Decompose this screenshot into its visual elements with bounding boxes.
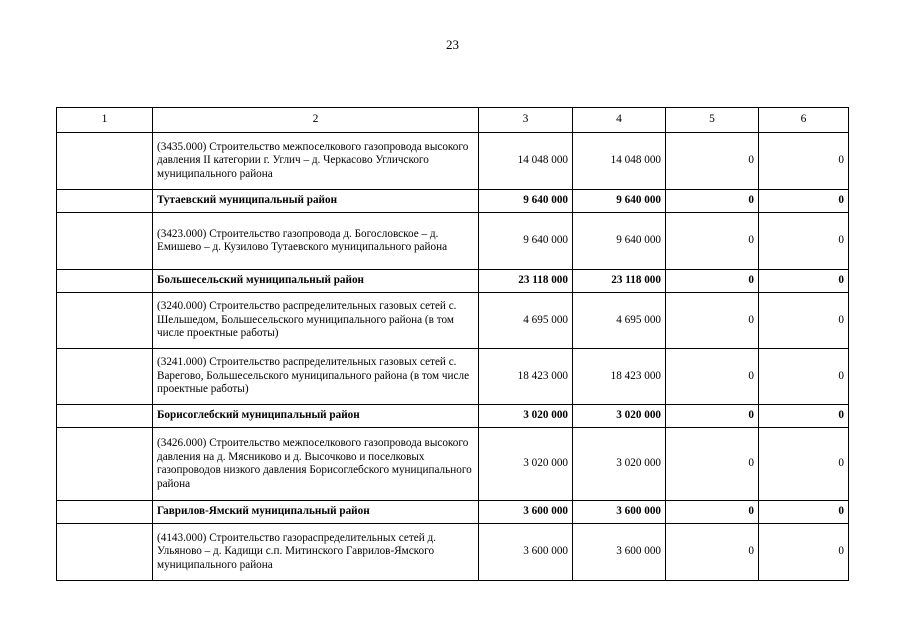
description-cell: (4143.000) Строительство газораспределительных сетей д. Ульяново – д. Кадищи с.п. Митинского Гаврилов-Ямского муниципального района <box>153 524 479 581</box>
table-row <box>57 428 849 501</box>
amount-cell: 0 <box>666 190 759 213</box>
amount-cell: 3 020 000 <box>479 428 573 501</box>
amount-cell: 3 600 000 <box>479 501 573 524</box>
amount-cell: 0 <box>759 428 849 501</box>
description-cell: (3435.000) Строительство межпоселкового газопровода высокого давления II категории г. Углич – д. Черкасово Угличского муниципального района <box>153 133 479 190</box>
amount-cell: 0 <box>759 524 849 581</box>
table-row <box>57 293 849 349</box>
row-number-cell <box>57 270 153 293</box>
amount-cell: 0 <box>759 133 849 190</box>
amount-cell: 0 <box>666 405 759 428</box>
table-row <box>57 524 849 581</box>
amount-cell: 14 048 000 <box>479 133 573 190</box>
amount-cell: 0 <box>759 270 849 293</box>
amount-cell: 3 600 000 <box>573 524 666 581</box>
header-cell: 5 <box>666 108 759 133</box>
amount-cell: 4 695 000 <box>479 293 573 349</box>
budget-table <box>56 107 849 581</box>
description-cell: Гаврилов-Ямский муниципальный район <box>153 501 479 524</box>
amount-cell: 3 600 000 <box>573 501 666 524</box>
amount-cell: 0 <box>759 349 849 405</box>
amount-cell: 0 <box>666 133 759 190</box>
amount-cell: 0 <box>759 405 849 428</box>
description-cell: (3423.000) Строительство газопровода д. Богословское – д. Емишево – д. Кузилово Тутаевского муниципального района <box>153 213 479 270</box>
row-number-cell <box>57 501 153 524</box>
amount-cell: 0 <box>666 270 759 293</box>
row-number-cell <box>57 524 153 581</box>
amount-cell: 0 <box>666 349 759 405</box>
amount-cell: 0 <box>666 524 759 581</box>
amount-cell: 0 <box>666 213 759 270</box>
district-row <box>57 270 849 293</box>
amount-cell: 18 423 000 <box>479 349 573 405</box>
header-cell: 4 <box>573 108 666 133</box>
amount-cell: 14 048 000 <box>573 133 666 190</box>
amount-cell: 4 695 000 <box>573 293 666 349</box>
amount-cell: 9 640 000 <box>573 190 666 213</box>
amount-cell: 9 640 000 <box>479 213 573 270</box>
district-row <box>57 405 849 428</box>
table-row <box>57 133 849 190</box>
row-number-cell <box>57 213 153 270</box>
district-row <box>57 190 849 213</box>
row-number-cell <box>57 293 153 349</box>
amount-cell: 9 640 000 <box>479 190 573 213</box>
description-cell: Тутаевский муниципальный район <box>153 190 479 213</box>
row-number-cell <box>57 133 153 190</box>
district-row <box>57 501 849 524</box>
row-number-cell <box>57 190 153 213</box>
amount-cell: 0 <box>759 293 849 349</box>
table-row <box>57 349 849 405</box>
description-cell: (3240.000) Строительство распределительных газовых сетей с. Шельшедом, Большесельского муниципального района (в том числе проектные работы) <box>153 293 479 349</box>
header-cell: 2 <box>153 108 479 133</box>
amount-cell: 23 118 000 <box>479 270 573 293</box>
amount-cell: 0 <box>666 501 759 524</box>
header-cell: 3 <box>479 108 573 133</box>
header-cell: 1 <box>57 108 153 133</box>
amount-cell: 3 020 000 <box>573 405 666 428</box>
table-header-row <box>57 108 849 133</box>
row-number-cell <box>57 428 153 501</box>
amount-cell: 0 <box>666 428 759 501</box>
amount-cell: 0 <box>759 501 849 524</box>
amount-cell: 23 118 000 <box>573 270 666 293</box>
amount-cell: 9 640 000 <box>573 213 666 270</box>
amount-cell: 3 020 000 <box>573 428 666 501</box>
description-cell: (3426.000) Строительство межпоселкового газопровода высокого давления на д. Мясниково и д. Высочково и поселковых газопроводов низкого давления Борисоглебского муниципального района <box>153 428 479 501</box>
row-number-cell <box>57 405 153 428</box>
row-number-cell <box>57 349 153 405</box>
amount-cell: 3 020 000 <box>479 405 573 428</box>
amount-cell: 3 600 000 <box>479 524 573 581</box>
table-row <box>57 213 849 270</box>
description-cell: Большесельский муниципальный район <box>153 270 479 293</box>
page-number: 23 <box>446 37 459 52</box>
amount-cell: 0 <box>666 293 759 349</box>
amount-cell: 18 423 000 <box>573 349 666 405</box>
amount-cell: 0 <box>759 190 849 213</box>
description-cell: Борисоглебский муниципальный район <box>153 405 479 428</box>
amount-cell: 0 <box>759 213 849 270</box>
header-cell: 6 <box>759 108 849 133</box>
description-cell: (3241.000) Строительство распределительных газовых сетей с. Варегово, Большесельского муниципального района (в том числе проектные работы) <box>153 349 479 405</box>
